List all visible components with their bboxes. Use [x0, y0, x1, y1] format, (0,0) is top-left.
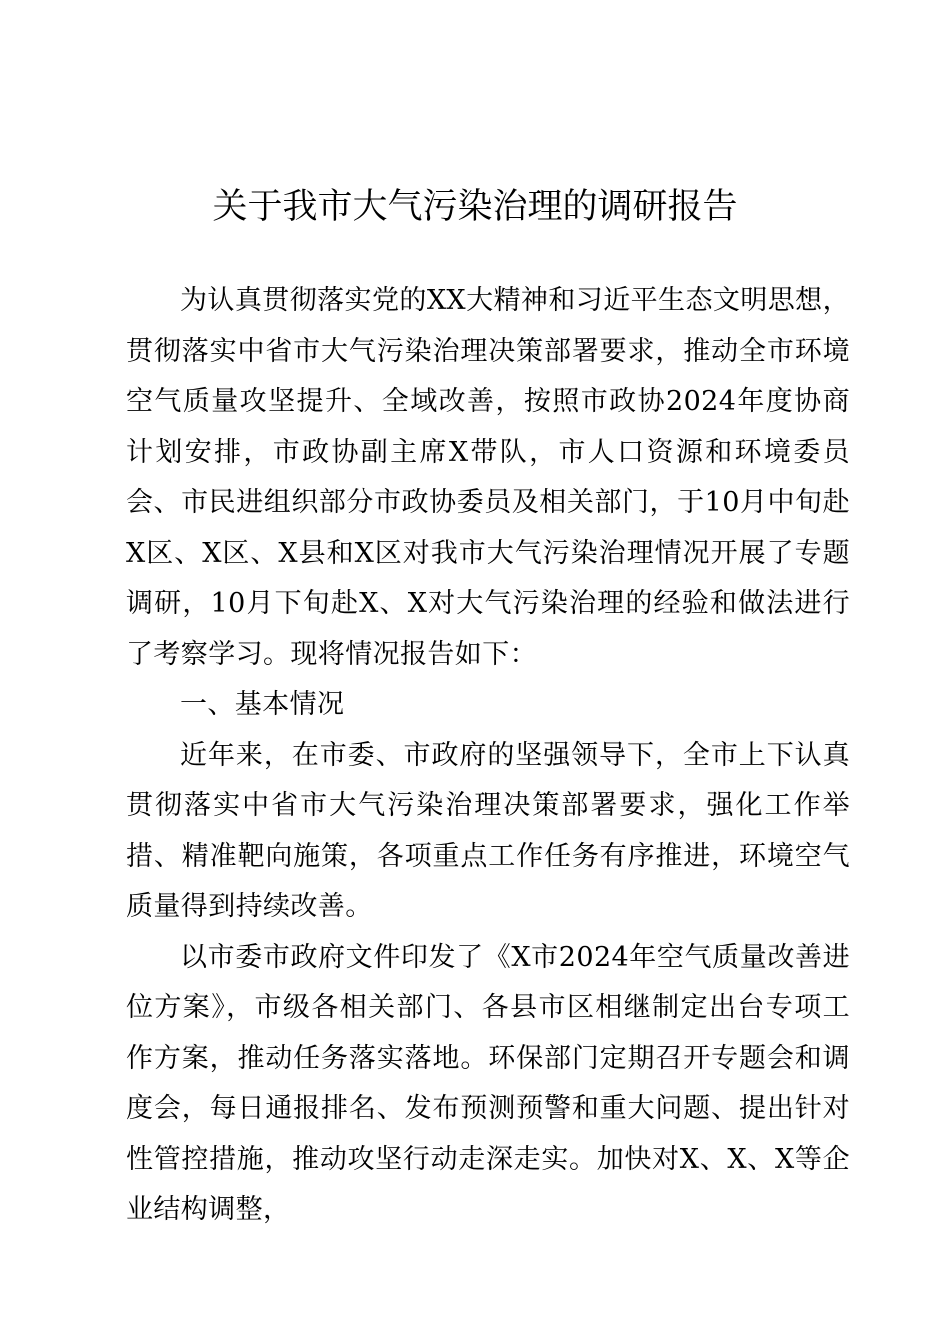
document-title: 关于我市大气污染治理的调研报告 — [212, 187, 738, 227]
document-body — [126, 276, 850, 1236]
body-paragraph: 以市委市政府文件印发了《X市2024年空气质量改善进位方案》，市级各相关部门、各县市区相继制定出台专项工作方案，推动任务落实落地。环保部门定期召开专题会和调度会，每日通报排名、发布预测预警和重大问题、提出针对性管控措施，推动攻坚行动走深走实。加快对X、X、X等企业结构调整， — [126, 941, 850, 1225]
intro-paragraph: 为认真贯彻落实党的XX大精神和习近平生态文明思想，贯彻落实中省市大气污染治理决策部署要求，推动全市环境空气质量攻坚提升、全域改善，按照市政协2024年度协商计划安排，市政协副主席X带队，市人口资源和环境委员会、市民进组织部分市政协委员及相关部门，于10月中旬赴X区、X区、X县和X区对我市大气污染治理情况开展了专题调研，10月下旬赴X、X对大气污染治理的经验和做法进行了考察学习。现将情况报告如下： — [126, 285, 850, 670]
section-heading: 一、基本情况 — [180, 689, 345, 720]
body-paragraph: 近年来，在市委、市政府的坚强领导下，全市上下认真贯彻落实中省市大气污染治理决策部署要求，强化工作举措、精准靶向施策，各项重点工作任务有序推进，环境空气质量得到持续改善。 — [126, 739, 850, 922]
